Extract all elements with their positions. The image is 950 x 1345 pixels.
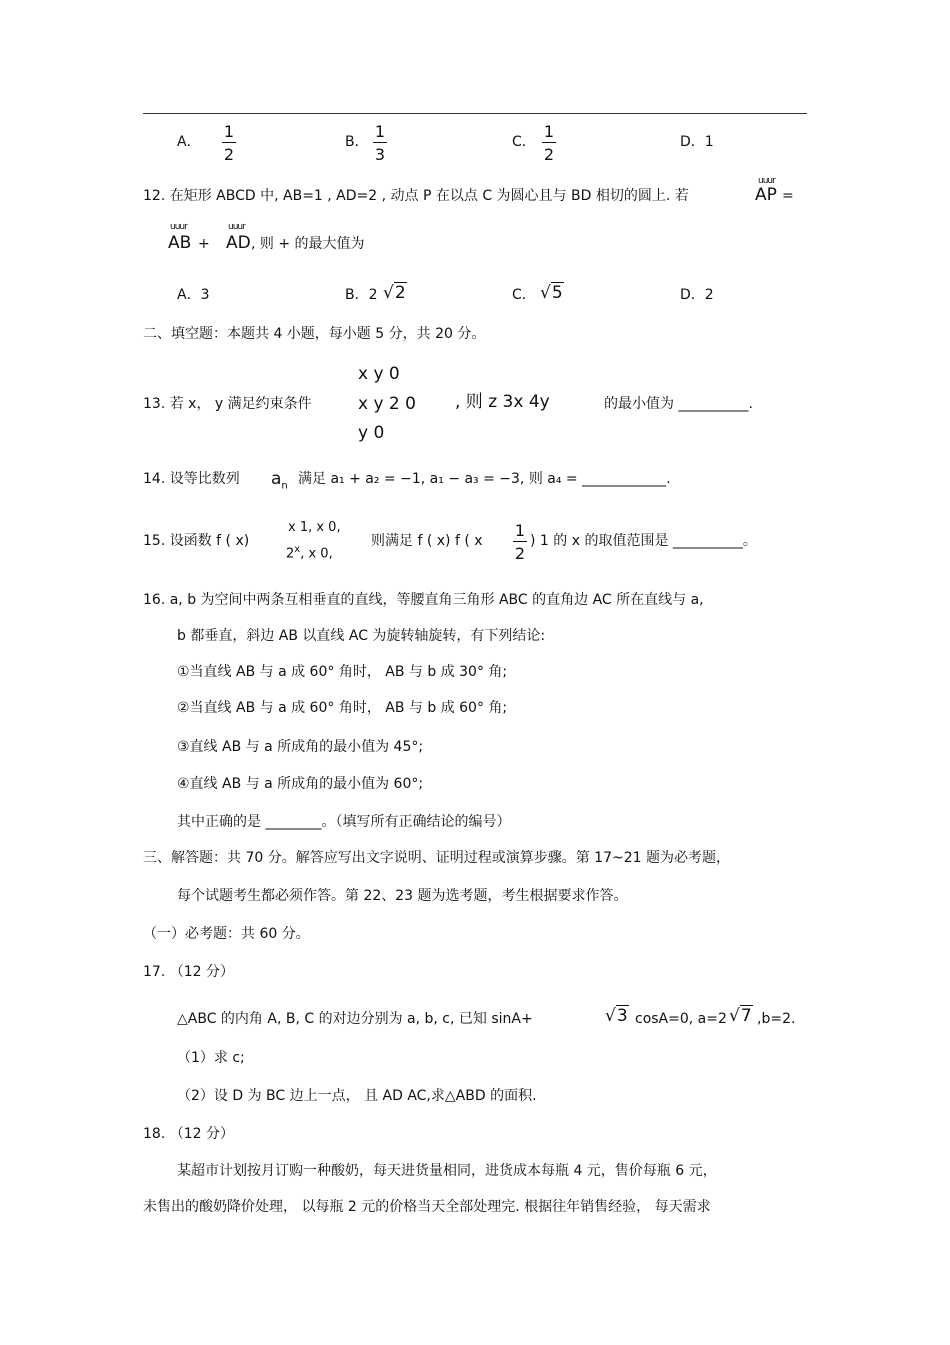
- q17-stem-part-1: △ABC 的内角 A, B, C 的对边分别为 a, b, c, 已知 sinA+: [177, 1011, 533, 1027]
- q15-condition: 则满足 f ( x) f ( x: [371, 533, 483, 549]
- q11-option-b-label: B．: [345, 134, 369, 150]
- header-rule: [143, 113, 807, 114]
- q12-ab: AB: [168, 233, 192, 253]
- q13-label: 13. 若 x， y 满足约束条件: [143, 396, 312, 412]
- q11-option-c-fraction: [538, 122, 560, 164]
- q16-answer-prompt: 其中正确的是 ________。（填写所有正确结论的编号）: [177, 814, 511, 830]
- numerator: 1: [374, 122, 386, 141]
- q17-stem-part-2: cosA=0, a=2: [635, 1011, 727, 1027]
- numerator: 1: [514, 521, 526, 540]
- required-heading: （一）必考题：共 60 分。: [143, 926, 310, 942]
- q16-option-2: ②当直线 AB 与 a 成 60° 角时， AB 与 b 成 60° 角;: [177, 700, 508, 716]
- q16-option-4: ④直线 AB 与 a 所成角的最小值为 60°;: [177, 776, 424, 792]
- q16-option-1: ①当直线 AB 与 a 成 60° 角时， AB 与 b 成 30° 角;: [177, 664, 508, 680]
- q12-plus: +: [198, 236, 210, 252]
- q12-option-d: D．2: [680, 287, 714, 303]
- q12-option-b-sqrt: √2: [383, 283, 406, 303]
- radicand: 5: [551, 283, 563, 303]
- q13-objective: , 则 z 3x 4y: [455, 392, 550, 412]
- q16-line-1: 16. a, b 为空间中两条互相垂直的直线，等腰直角三角形 ABC 的直角边 AC 所在直线与 a,: [143, 592, 704, 608]
- q12-ad-vector-mark: uuur: [228, 222, 245, 232]
- q13-constraint-2: x y 2 0: [358, 394, 416, 414]
- q18-line-2: 未售出的酸奶降价处理， 以每瓶 2 元的价格当天全部处理完. 根据往年销售经验， 每天需求: [143, 1199, 711, 1215]
- denominator: 3: [374, 145, 386, 164]
- q16-option-3: ③直线 AB 与 a 所成角的最小值为 45°;: [177, 739, 424, 755]
- q18-heading: 18. （12 分）: [143, 1126, 234, 1142]
- denominator: 2: [223, 145, 235, 164]
- section-3-line-2: 每个试题考生都必须作答。第 22、23 题为选考题，考生根据要求作答。: [177, 888, 628, 904]
- radicand: 3: [616, 1006, 628, 1026]
- q12-line-2-rest: , 则 + 的最大值为: [251, 236, 365, 252]
- q14-label: 14. 设等比数列: [143, 471, 240, 487]
- q13-constraint-3: y 0: [358, 423, 385, 443]
- q15-label: 15. 设函数 f ( x): [143, 533, 250, 549]
- q17-part-1: （1）求 c;: [177, 1050, 245, 1066]
- q12-line-1: 12. 在矩形 ABCD 中, AB=1 , AD=2 , 动点 P 在以点 C 为圆心且与 BD 相切的圆上. 若: [143, 188, 689, 204]
- q12-option-a: A．3: [177, 287, 210, 303]
- q11-option-a-label: A．: [177, 134, 201, 150]
- numerator: 1: [543, 122, 555, 141]
- q15-fraction: [509, 521, 531, 563]
- q13-constraint-1: x y 0: [358, 364, 400, 384]
- denominator: 2: [514, 544, 526, 563]
- q13-tail: 的最小值为 __________.: [604, 396, 753, 412]
- q18-line-1: 某超市计划按月订购一种酸奶，每天进货量相同，进货成本每瓶 4 元，售价每瓶 6 元，: [177, 1163, 717, 1179]
- section-3-heading: 三、解答题：共 70 分。解答应写出文字说明、证明过程或演算步骤。第 17~21 题为必考题，: [143, 850, 730, 866]
- q12-equals: =: [782, 188, 794, 204]
- q16-line-2: b 都垂直，斜边 AB 以直线 AC 为旋转轴旋转，有下列结论:: [177, 628, 546, 644]
- q11-option-a-fraction: [218, 122, 240, 164]
- q15-case-1: x 1, x 0,: [288, 520, 341, 535]
- q15-tail: ) 1 的 x 的取值范围是 __________。: [530, 533, 757, 549]
- q17-sqrt-3: √3: [605, 1006, 628, 1026]
- q17-stem-part-3: ,b=2.: [757, 1011, 796, 1027]
- q12-ap-vector-mark: uuur: [758, 176, 775, 186]
- q12-option-c-label: C．: [512, 287, 536, 303]
- q17-heading: 17. （12 分）: [143, 964, 234, 980]
- q12-option-c-sqrt: √5: [540, 283, 563, 303]
- q12-option-b-label: B．2: [345, 287, 378, 303]
- q15-case-2: 2$^x$, x 0,: [286, 544, 333, 562]
- q12-ab-vector-mark: uuur: [170, 222, 187, 232]
- q17-part-2: （2）设 D 为 BC 边上一点， 且 AD AC,求△ABD 的面积.: [177, 1088, 537, 1104]
- q11-option-b-fraction: [369, 122, 391, 164]
- q11-option-c-label: C．: [512, 134, 536, 150]
- q17-sqrt-7: √7: [729, 1006, 752, 1026]
- numerator: 1: [223, 122, 235, 141]
- radicand: 2: [394, 283, 406, 303]
- q14-sequence-a: $a_n$: [271, 469, 288, 492]
- section-2-heading: 二、填空题：本题共 4 小题，每小题 5 分，共 20 分。: [143, 326, 486, 342]
- q12-ap: AP: [755, 185, 777, 205]
- radicand: 7: [740, 1006, 752, 1026]
- denominator: 2: [543, 145, 555, 164]
- q11-option-d: D．1: [680, 134, 714, 150]
- q12-ad: AD: [226, 233, 251, 253]
- q14-condition: 满足 a₁ + a₂ = −1, a₁ − a₃ = −3, 则 a₄ = ____________.: [298, 471, 671, 487]
